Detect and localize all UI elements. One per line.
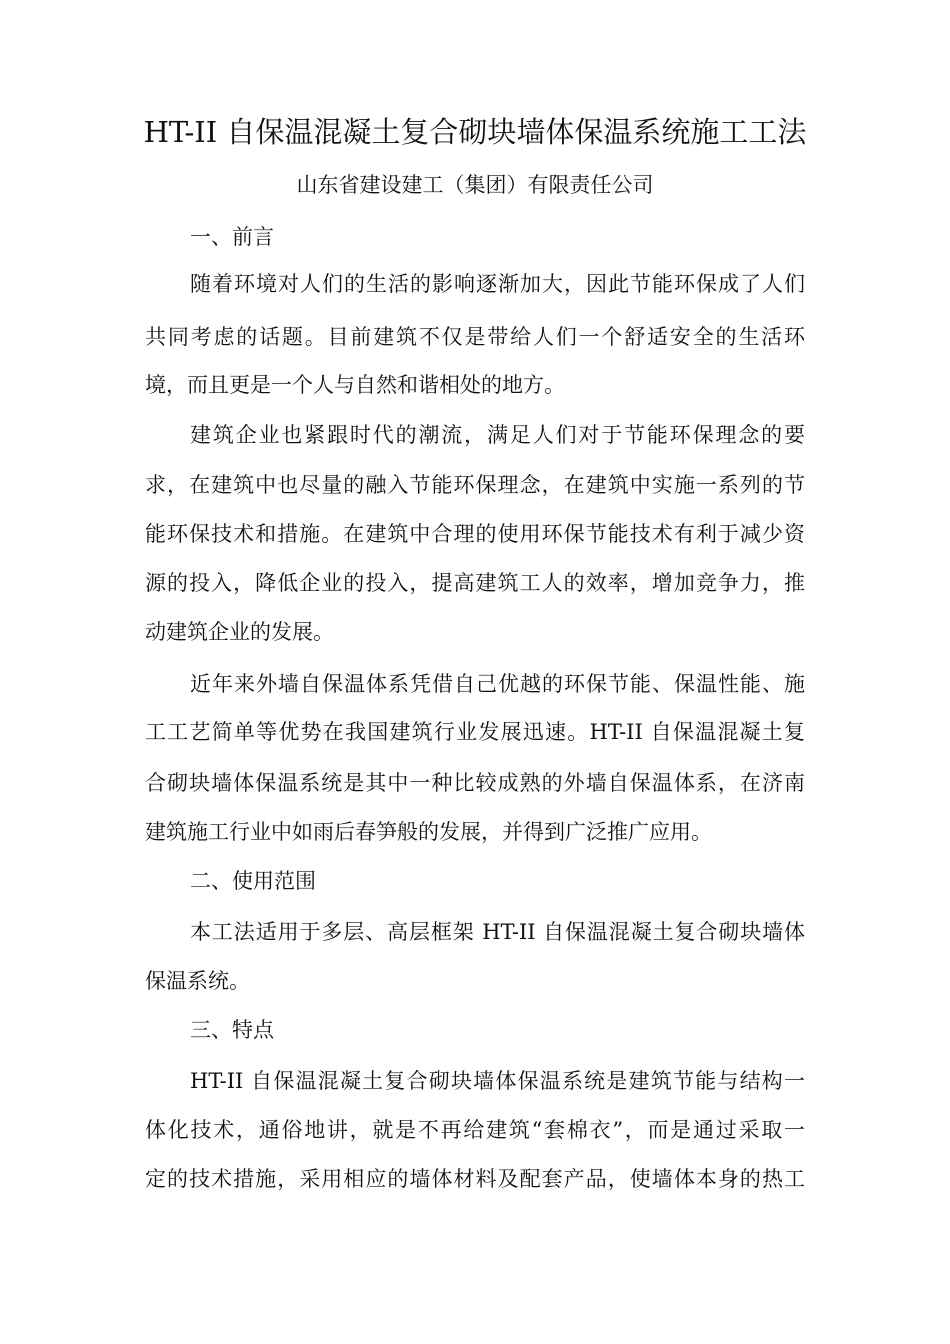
section-heading-scope: 二、使用范围 bbox=[190, 869, 316, 893]
paragraph-line: 能环保技术和措施。在建筑中合理的使用环保节能技术有利于减少资 bbox=[145, 522, 805, 546]
section-heading-preface: 一、前言 bbox=[190, 225, 274, 249]
paragraph-line: 求，在建筑中也尽量的融入节能环保理念，在建筑中实施一系列的节 bbox=[145, 473, 805, 497]
paragraph-line: 共同考虑的话题。目前建筑不仅是带给人们一个舒适安全的生活环 bbox=[145, 325, 805, 349]
paragraph-line: 随着环境对人们的生活的影响逐渐加大，因此节能环保成了人们 bbox=[190, 272, 805, 296]
paragraph-line: 本工法适用于多层、高层框架 HT-II 自保温混凝土复合砌块墙体 bbox=[190, 920, 805, 944]
document-title: HT-II 自保温混凝土复合砌块墙体保温系统施工工法 bbox=[143, 115, 807, 149]
paragraph-line: 建筑施工行业中如雨后春笋般的发展，并得到广泛推广应用。 bbox=[145, 820, 712, 844]
paragraph-line: 保温系统。 bbox=[145, 969, 250, 993]
paragraph-line: 工工艺简单等优势在我国建筑行业发展迅速。HT-II 自保温混凝土复 bbox=[145, 720, 805, 744]
section-heading-features: 三、特点 bbox=[190, 1018, 274, 1042]
paragraph-line: 建筑企业也紧跟时代的潮流，满足人们对于节能环保理念的要 bbox=[190, 423, 805, 447]
paragraph-line: 定的技术措施，采用相应的墙体材料及配套产品，使墙体本身的热工 bbox=[145, 1167, 805, 1191]
paragraph-line: 境，而且更是一个人与自然和谐相处的地方。 bbox=[145, 373, 565, 397]
paragraph-line: HT-II 自保温混凝土复合砌块墙体保温系统是建筑节能与结构一 bbox=[190, 1069, 805, 1093]
paragraph-line: 近年来外墙自保温体系凭借自己优越的环保节能、保温性能、施 bbox=[190, 672, 805, 696]
paragraph-line: 源的投入，降低企业的投入，提高建筑工人的效率，增加竞争力，推 bbox=[145, 571, 805, 595]
paragraph-line: 合砌块墙体保温系统是其中一种比较成熟的外墙自保温体系，在济南 bbox=[145, 771, 805, 795]
paragraph-line: 动建筑企业的发展。 bbox=[145, 620, 334, 644]
company-name: 山东省建设建工（集团）有限责任公司 bbox=[296, 173, 654, 197]
paragraph-line: 体化技术，通俗地讲，就是不再给建筑“套棉衣”，而是通过采取一 bbox=[145, 1118, 805, 1142]
